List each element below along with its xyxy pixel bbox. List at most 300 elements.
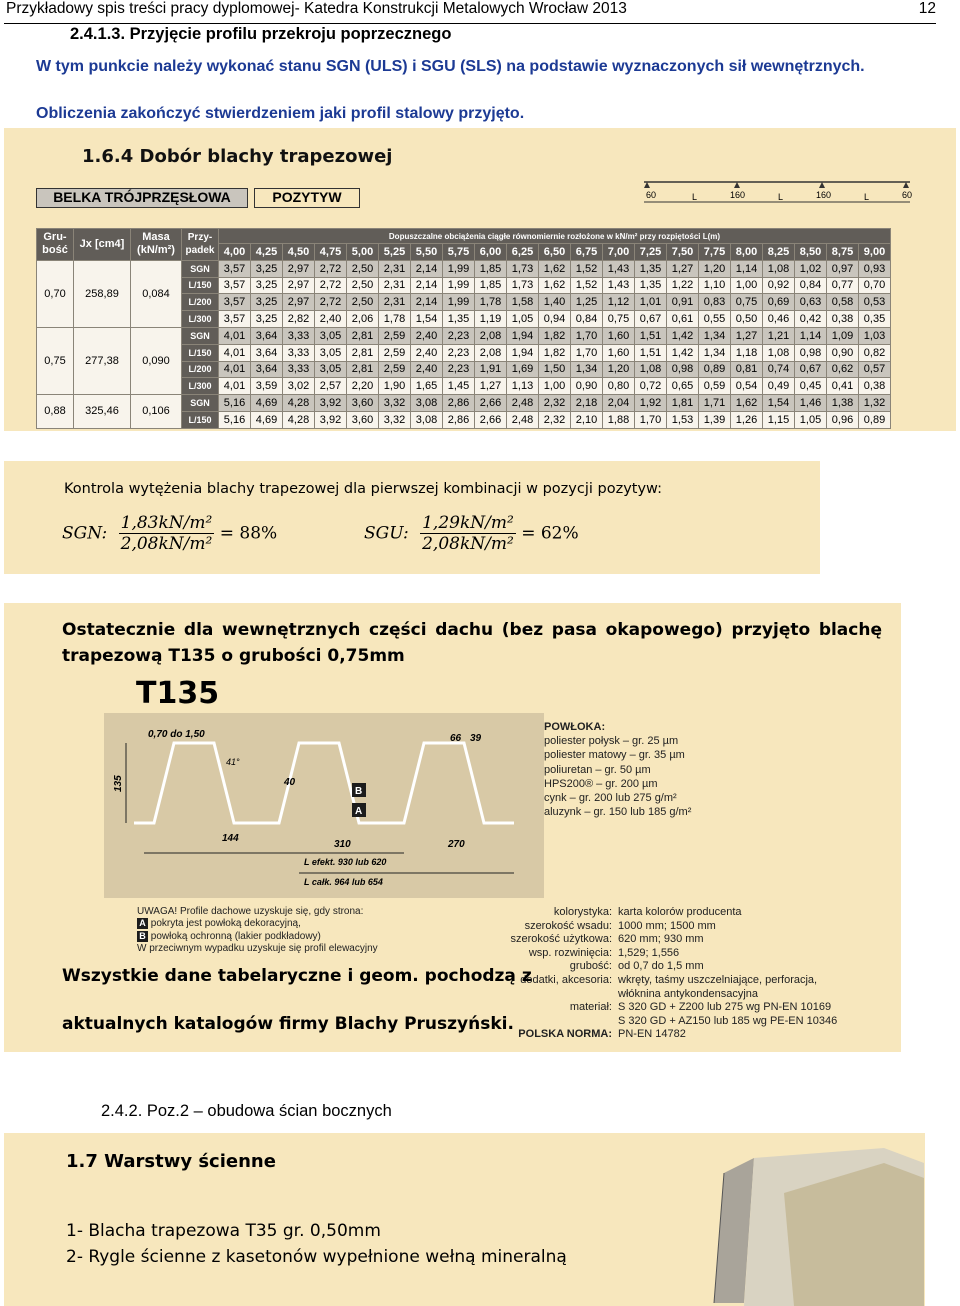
load-value: 2,81: [347, 344, 379, 361]
load-value: 2,97: [283, 294, 315, 311]
case-label: SGN: [182, 395, 219, 412]
load-value: 3,25: [251, 311, 283, 328]
load-value: 1,13: [507, 378, 539, 395]
span-dim-160b: 160: [816, 190, 832, 200]
load-value: 2,40: [315, 311, 347, 328]
span-header-cell: 4,75: [315, 244, 347, 261]
sgu-denominator: 2,08kN/m²: [422, 534, 514, 554]
load-value: 3,33: [283, 361, 315, 378]
load-value: 3,05: [315, 344, 347, 361]
span-dim-L2: L: [778, 192, 784, 202]
load-value: 2,32: [539, 395, 571, 412]
load-value: 1,71: [699, 395, 731, 412]
spec-value: 1,529; 1,556: [618, 946, 680, 959]
load-value: 1,05: [795, 411, 827, 428]
load-value: 2,08: [475, 344, 507, 361]
warning-c: W przeciwnym wypadku uzyskuje się profil elewacyjny: [137, 943, 378, 955]
coating-item: poliuretan – gr. 50 µm: [544, 763, 651, 776]
span-header-cell: 7,50: [667, 244, 699, 261]
header-rule: [4, 23, 936, 24]
load-value: 4,01: [219, 361, 251, 378]
svg-text:A: A: [355, 806, 363, 817]
section-heading-2413: 2.4.1.3. Przyjęcie profilu przekroju poprzecznego: [70, 25, 452, 43]
load-value: 0,93: [859, 260, 891, 277]
load-value: 0,53: [859, 294, 891, 311]
load-value: 3,25: [251, 260, 283, 277]
load-value: 0,58: [827, 294, 859, 311]
load-value: 1,53: [667, 411, 699, 428]
sgn-formula: [62, 513, 277, 554]
load-value: 1,70: [571, 344, 603, 361]
load-value: 0,35: [859, 311, 891, 328]
coating-item: cynk – gr. 200 lub 275 g/m²: [544, 792, 677, 805]
load-value: 0,96: [827, 411, 859, 428]
load-value: 1,15: [763, 411, 795, 428]
load-value: 2,97: [283, 260, 315, 277]
load-value: 1,73: [507, 277, 539, 294]
span-header-cell: 7,25: [635, 244, 667, 261]
load-value: 1,21: [763, 327, 795, 344]
spec-value: karta kolorów producenta: [618, 906, 742, 918]
load-value: 1,00: [731, 277, 763, 294]
load-value: 0,55: [699, 311, 731, 328]
load-value: 3,57: [219, 260, 251, 277]
table-row: [37, 260, 891, 277]
coating-item: HPS200® – gr. 200 µm: [544, 777, 658, 790]
load-value: 5,16: [219, 411, 251, 428]
load-value: 1,08: [763, 344, 795, 361]
load-value: 1,20: [603, 361, 635, 378]
dim-effective-length: L efekt. 930 lub 620: [304, 857, 387, 867]
load-value: 2,97: [283, 277, 315, 294]
load-value: 1,99: [443, 277, 475, 294]
load-value: 2,23: [443, 361, 475, 378]
load-value: 1,32: [859, 395, 891, 412]
load-value: 0,84: [571, 311, 603, 328]
span-header-cell: 8,50: [795, 244, 827, 261]
span-dim-60b: 60: [902, 190, 913, 200]
load-value: 2,14: [411, 260, 443, 277]
profile-drawing: [104, 713, 544, 898]
load-table-panel: [4, 128, 956, 431]
load-value: 3,60: [347, 411, 379, 428]
span-header-cell: 8,75: [827, 244, 859, 261]
load-value: 1,90: [379, 378, 411, 395]
instruction-conclusion: Obliczenia zakończyć stwierdzeniem jaki profil stalowy przyjęto.: [36, 105, 525, 122]
wall-layers-panel: [4, 1133, 925, 1306]
spec-values: [618, 906, 888, 1042]
sgu-result: = 62%: [521, 523, 579, 544]
load-value: 0,81: [731, 361, 763, 378]
load-value: 1,42: [667, 327, 699, 344]
load-value: 2,50: [347, 294, 379, 311]
dim-144: 144: [222, 833, 239, 844]
warning-title: UWAGA! Profile dachowe uzyskuje się, gdy strona:: [137, 906, 364, 917]
sgn-result: = 88%: [219, 523, 278, 544]
case-label: L/300: [182, 311, 219, 328]
load-value: 0,98: [667, 361, 699, 378]
load-value: 1,40: [539, 294, 571, 311]
table-row: [37, 395, 891, 412]
load-value: 1,34: [699, 344, 731, 361]
load-value: 0,94: [539, 311, 571, 328]
load-value: 1,85: [475, 260, 507, 277]
dim-270: 270: [448, 839, 465, 850]
coating-title: POWŁOKA:: [544, 721, 606, 733]
load-value: 1,92: [635, 395, 667, 412]
load-value: 3,92: [315, 411, 347, 428]
load-value: 1,20: [699, 260, 731, 277]
wall-section-illustration: [684, 1133, 925, 1306]
span-dim-60a: 60: [646, 190, 657, 200]
load-value: 3,60: [347, 395, 379, 412]
load-value: 0,46: [763, 311, 795, 328]
group-jx: 277,38: [74, 327, 131, 394]
load-value: 2,31: [379, 294, 411, 311]
dim-66: 66: [450, 733, 462, 744]
span-header-cell: 5,50: [411, 244, 443, 261]
load-value: 1,14: [795, 327, 827, 344]
spec-label: szerokość użytkowa:: [510, 933, 612, 946]
load-value: 1,94: [507, 327, 539, 344]
load-value: 2,18: [571, 395, 603, 412]
case-label: L/150: [182, 411, 219, 428]
group-mass: 0,090: [131, 327, 182, 394]
load-value: 2,59: [379, 361, 411, 378]
position-label: POZYTYW: [254, 188, 360, 208]
spec-label: grubość:: [569, 960, 612, 973]
load-value: 0,83: [699, 294, 731, 311]
span-dim-160a: 160: [730, 190, 746, 200]
load-value: 3,33: [283, 327, 315, 344]
load-value: 2,72: [315, 277, 347, 294]
load-value: 1,38: [827, 395, 859, 412]
load-value: 3,92: [315, 395, 347, 412]
load-value: 1,78: [475, 294, 507, 311]
group-jx: 325,46: [74, 395, 131, 429]
load-value: 1,22: [667, 277, 699, 294]
load-value: 1,82: [539, 327, 571, 344]
load-value: 1,52: [571, 260, 603, 277]
load-value: 1,42: [667, 344, 699, 361]
load-value: 0,49: [763, 378, 795, 395]
load-value: 1,81: [667, 395, 699, 412]
load-value: 1,50: [539, 361, 571, 378]
dim-310: 310: [334, 839, 351, 850]
load-value: 2,66: [475, 395, 507, 412]
load-value: 1,05: [507, 311, 539, 328]
load-value: 3,57: [219, 311, 251, 328]
load-value: 1,51: [635, 327, 667, 344]
load-value: 1,94: [507, 344, 539, 361]
load-value: 2,14: [411, 277, 443, 294]
load-value: 3,08: [411, 395, 443, 412]
load-value: 2,31: [379, 277, 411, 294]
load-value: 4,28: [283, 395, 315, 412]
t135-cross-section-diagram: [104, 713, 544, 898]
load-value: 2,86: [443, 411, 475, 428]
spec-label: kolorystyka:: [553, 906, 612, 918]
load-value: 1,35: [635, 260, 667, 277]
load-value: 0,82: [859, 344, 891, 361]
load-value: 0,90: [571, 378, 603, 395]
dim-thickness-range: 0,70 do 1,50: [148, 729, 205, 740]
load-value: 2,06: [347, 311, 379, 328]
load-value: 0,67: [795, 361, 827, 378]
load-value: 2,04: [603, 395, 635, 412]
load-value: 1,70: [571, 327, 603, 344]
load-value: 0,59: [699, 378, 731, 395]
case-label: SGN: [182, 260, 219, 277]
dim-height: 135: [113, 775, 124, 792]
load-value: 3,08: [411, 411, 443, 428]
load-value: 2,81: [347, 361, 379, 378]
load-value: 1,52: [571, 277, 603, 294]
load-value: 0,77: [827, 277, 859, 294]
group-jx: 258,89: [74, 260, 131, 327]
load-value: 1,62: [731, 395, 763, 412]
coating-item: poliester połysk – gr. 25 µm: [544, 735, 679, 748]
load-value: 1,91: [475, 361, 507, 378]
span-header-cell: 5,25: [379, 244, 411, 261]
load-value: 4,01: [219, 378, 251, 395]
spec-label: materiał:: [569, 1001, 612, 1014]
dim-40: 40: [284, 777, 296, 788]
section-heading-242: [101, 1102, 392, 1121]
load-value: 1,46: [795, 395, 827, 412]
load-value: 3,64: [251, 344, 283, 361]
span-dim-L1: L: [692, 192, 698, 202]
load-value: 3,64: [251, 361, 283, 378]
load-value: 3,25: [251, 294, 283, 311]
dim-angle: 41°: [226, 757, 240, 767]
load-value: 1,19: [475, 311, 507, 328]
load-value: 0,97: [827, 260, 859, 277]
sgn-label: SGN:: [62, 523, 108, 544]
load-value: 0,54: [731, 378, 763, 395]
load-value: 1,39: [699, 411, 731, 428]
load-value: 1,00: [539, 378, 571, 395]
load-value: 1,78: [379, 311, 411, 328]
load-value: 3,05: [315, 361, 347, 378]
load-value: 0,57: [859, 361, 891, 378]
span-header-cell: 9,00: [859, 244, 891, 261]
load-table: [36, 228, 891, 429]
load-value: 2,48: [507, 395, 539, 412]
load-value: 1,35: [443, 311, 475, 328]
load-value: 1,73: [507, 260, 539, 277]
load-value: 3,33: [283, 344, 315, 361]
group-thickness: 0,75: [37, 327, 74, 394]
walls-item-1: 1- Blacha trapezowa T35 gr. 0,50mm: [66, 1221, 381, 1241]
table-row: [37, 327, 891, 344]
span-header-cell: 8,00: [731, 244, 763, 261]
load-value: 1,18: [731, 344, 763, 361]
load-value: 3,59: [251, 378, 283, 395]
load-value: 2,66: [475, 411, 507, 428]
load-value: 1,60: [603, 344, 635, 361]
load-value: 1,43: [603, 277, 635, 294]
span-header-cell: 4,25: [251, 244, 283, 261]
load-value: 2,40: [411, 361, 443, 378]
spec-value: PN-EN 14782: [618, 1028, 686, 1041]
load-value: 2,72: [315, 260, 347, 277]
load-value: 1,62: [539, 260, 571, 277]
load-value: 1,54: [411, 311, 443, 328]
svg-text:B: B: [355, 786, 363, 797]
load-value: 1,58: [507, 294, 539, 311]
load-value: 2,50: [347, 277, 379, 294]
group-thickness: 0,88: [37, 395, 74, 429]
load-value: 1,08: [763, 260, 795, 277]
load-value: 2,59: [379, 344, 411, 361]
load-value: 4,01: [219, 327, 251, 344]
load-value: 2,23: [443, 344, 475, 361]
load-value: 1,62: [539, 277, 571, 294]
load-value: 0,69: [763, 294, 795, 311]
span-dim-L3: L: [864, 192, 870, 202]
conclusion-text: Ostatecznie dla wewnętrznych części dachu (bez pasa okapowego) przyjęto blachę trapezową T135 o grubości 0,75mm: [62, 620, 882, 666]
load-value: 1,34: [699, 327, 731, 344]
sgu-formula: [364, 513, 579, 554]
span-group-header: Dopuszczalne obciążenia ciągłe równomiernie rozłożone w kN/m² przy rozpiętości L(m): [219, 229, 891, 244]
load-value: 2,32: [539, 411, 571, 428]
span-header-cell: 5,00: [347, 244, 379, 261]
load-value: 2,57: [315, 378, 347, 395]
beam-type-label: BELKA TRÓJPRZĘSŁOWA: [36, 188, 248, 208]
load-value: 1,14: [731, 260, 763, 277]
load-value: 2,14: [411, 294, 443, 311]
span-header-cell: 7,75: [699, 244, 731, 261]
load-value: 2,81: [347, 327, 379, 344]
load-value: 1,03: [859, 327, 891, 344]
spec-label: wsp. rozwinięcia:: [528, 946, 612, 959]
load-value: 2,82: [283, 311, 315, 328]
spec-label: dodatki, akcesoria:: [520, 973, 612, 986]
load-value: 0,67: [635, 311, 667, 328]
load-value: 1,60: [603, 327, 635, 344]
span-header-cell: 8,25: [763, 244, 795, 261]
load-value: 3,32: [379, 411, 411, 428]
load-value: 1,69: [507, 361, 539, 378]
sgu-numerator: 1,29kN/m²: [422, 513, 514, 533]
coating-item: aluzynk – gr. 150 lub 185 g/m²: [544, 806, 692, 819]
load-value: 1,51: [635, 344, 667, 361]
load-value: 0,50: [731, 311, 763, 328]
load-value: 1,65: [411, 378, 443, 395]
load-value: 2,23: [443, 327, 475, 344]
span-header-cell: 5,75: [443, 244, 475, 261]
span-diagram: [640, 176, 914, 210]
load-value: 1,02: [795, 260, 827, 277]
col-thickness-header: Gru- bość: [37, 229, 74, 261]
load-value: 0,80: [603, 378, 635, 395]
load-value: 0,41: [827, 378, 859, 395]
load-value: 1,09: [827, 327, 859, 344]
col-mass-header: Masa (kN/m²): [131, 229, 182, 261]
walls-item-2: 2- Rygle ścienne z kasetonów wypełnione wełną mineralną: [66, 1247, 567, 1267]
load-value: 0,38: [827, 311, 859, 328]
load-value: 0,98: [795, 344, 827, 361]
panel-title: 1.6.4 Dobór blachy trapezowej: [82, 146, 393, 167]
load-value: 1,35: [635, 277, 667, 294]
load-value: 3,05: [315, 327, 347, 344]
load-value: 3,57: [219, 294, 251, 311]
dim-39: 39: [470, 733, 482, 744]
load-value: 2,40: [411, 344, 443, 361]
load-value: 0,42: [795, 311, 827, 328]
load-value: 3,02: [283, 378, 315, 395]
load-value: 1,54: [763, 395, 795, 412]
load-value: 2,20: [347, 378, 379, 395]
load-value: 2,31: [379, 260, 411, 277]
load-value: 1,88: [603, 411, 635, 428]
load-value: 3,25: [251, 277, 283, 294]
load-value: 1,08: [635, 361, 667, 378]
spec-label: POLSKA NORMA:: [518, 1028, 612, 1041]
load-value: 1,70: [635, 411, 667, 428]
group-mass: 0,084: [131, 260, 182, 327]
load-value: 1,34: [571, 361, 603, 378]
dim-total-length: L całk. 964 lub 654: [304, 877, 383, 887]
sgn-numerator: 1,83kN/m²: [120, 513, 213, 533]
col-case-header: Przy- padek: [182, 229, 219, 261]
load-value: 0,90: [827, 344, 859, 361]
t135-panel: [4, 603, 901, 1052]
a-badge: A: [137, 918, 148, 929]
load-value: 0,70: [859, 277, 891, 294]
load-value: 1,99: [443, 294, 475, 311]
span-header-cell: 6,25: [507, 244, 539, 261]
walls-title: 1.7 Warstwy ścienne: [66, 1151, 276, 1172]
case-label: L/150: [182, 344, 219, 361]
load-value: 2,48: [507, 411, 539, 428]
span-header-cell: 6,50: [539, 244, 571, 261]
load-value: 1,25: [571, 294, 603, 311]
load-value: 0,61: [667, 311, 699, 328]
case-label: L/200: [182, 361, 219, 378]
load-value: 0,72: [635, 378, 667, 395]
span-header-cell: 6,00: [475, 244, 507, 261]
check-title: Kontrola wytężenia blachy trapezowej dla pierwszej kombinacji w pozycji pozytyw:: [64, 481, 662, 497]
source-note-line1: Wszystkie dane tabelaryczne i geom. pochodzą z: [62, 966, 532, 986]
load-value: 4,01: [219, 344, 251, 361]
load-value: 2,10: [571, 411, 603, 428]
load-value: 1,99: [443, 260, 475, 277]
running-header: Przykładowy spis treści pracy dyplomowej- Katedra Konstrukcji Metalowych Wrocław 2013: [6, 0, 627, 17]
load-value: 0,65: [667, 378, 699, 395]
spec-value: S 320 GD + AZ150 lub 185 wg PE-EN 10346: [618, 1014, 838, 1027]
load-value: 1,12: [603, 294, 635, 311]
load-value: 1,27: [731, 327, 763, 344]
load-value: 0,92: [763, 277, 795, 294]
load-value: 0,84: [795, 277, 827, 294]
span-header-cell: 4,00: [219, 244, 251, 261]
load-value: 4,28: [283, 411, 315, 428]
load-value: 2,40: [411, 327, 443, 344]
product-name: T135: [136, 676, 220, 711]
coating-list: [544, 720, 691, 819]
instruction-paragraph: W tym punkcie należy wykonać stanu SGN (ULS) i SGU (SLS) na podstawie wyznaczonych sił wewnętrznych.: [36, 58, 865, 75]
col-jx-header: Jx [cm4]: [74, 229, 131, 261]
load-value: 2,08: [475, 327, 507, 344]
page-number: 12: [918, 0, 936, 17]
spec-value: S 320 GD + Z200 lub 275 wg PN-EN 10169: [618, 1001, 832, 1014]
load-value: 3,57: [219, 277, 251, 294]
load-value: 2,72: [315, 294, 347, 311]
load-value: 1,27: [667, 260, 699, 277]
load-value: 0,75: [731, 294, 763, 311]
